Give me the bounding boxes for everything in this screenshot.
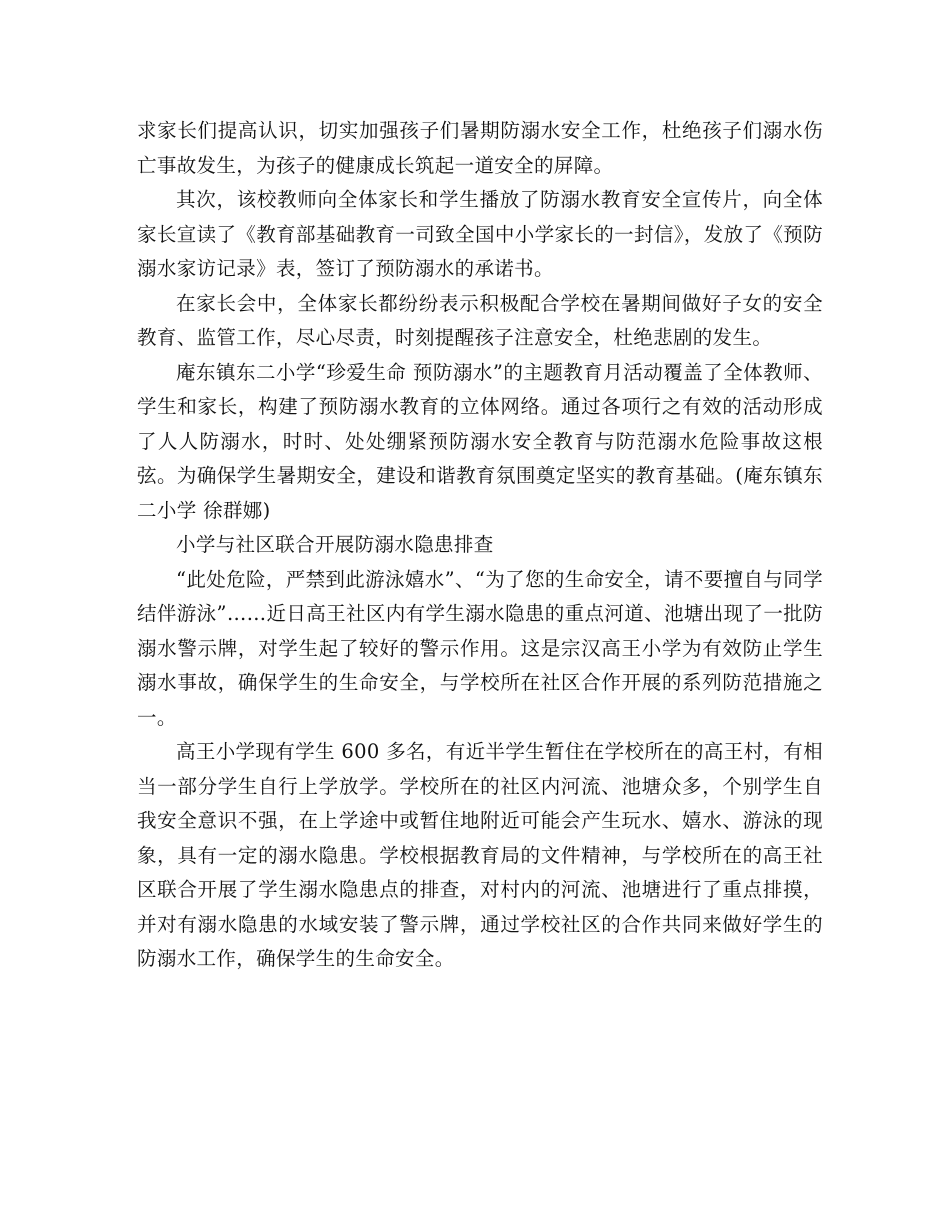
paragraph-promo-video: 其次，该校教师向全体家长和学生播放了防溺水教育安全宣传片，向全体家长宣读了《教育部基础教育一司致全国中小学家长的一封信》，发放了《预防溺水家访记录》表，签订了预防溺水的承诺书。 bbox=[137, 188, 823, 280]
paragraph-gaowang-school: 高王小学现有学生 600 多名，有近半学生暂住在学校所在的高王村，有相当一部分学生自行上学放学。学校所在的社区内河流、池塘众多，个别学生自我安全意识不强，在上学途中或暂住地附近可能会产生玩水、嬉水、游泳的现象，具有一定的溺水隐患。学校根据教育局的文件精神，与学校所在的高王社区联合开展了学生溺水隐患点的排查，对村内的河流、池塘进行了重点排摸，并对有溺水隐患的水域安装了警示牌，通过学校社区的合作共同来做好学生的防溺水工作，确保学生的生命安全。 bbox=[137, 740, 823, 970]
document-body bbox=[137, 114, 823, 977]
paragraph-parents-meeting: 在家长会中，全体家长都纷纷表示积极配合学校在暑期间做好子女的安全教育、监管工作，尽心尽责，时刻提醒孩子注意安全，杜绝悲剧的发生。 bbox=[137, 291, 823, 349]
section-title: 小学与社区联合开展防溺水隐患排查 bbox=[176, 533, 494, 556]
paragraph-warning-signs: “此处危险，严禁到此游泳嬉水”、“为了您的生命安全，请不要擅自与同学结伴游泳”……近日高王社区内有学生溺水隐患的重点河道、池塘出现了一批防溺水警示牌，对学生起了较好的警示作用。这是宗汉高王小学为有效防止学生溺水事故，确保学生的生命安全，与学校所在社区合作开展的系列防范措施之一。 bbox=[137, 567, 823, 729]
paragraph-continued: 求家长们提高认识，切实加强孩子们暑期防溺水安全工作，杜绝孩子们溺水伤亡事故发生，为孩子的健康成长筑起一道安全的屏障。 bbox=[137, 119, 823, 177]
paragraph-theme-month: 庵东镇东二小学“珍爱生命 预防溺水”的主题教育月活动覆盖了全体教师、学生和家长，构建了预防溺水教育的立体网络。通过各项行之有效的活动形成了人人防溺水，时时、处处绷紧预防溺水安全教育与防范溺水危险事故这根弦。为确保学生暑期安全，建设和谐教育氛围奠定坚实的教育基础。(庵东镇东二小学 徐群娜) bbox=[137, 360, 823, 522]
